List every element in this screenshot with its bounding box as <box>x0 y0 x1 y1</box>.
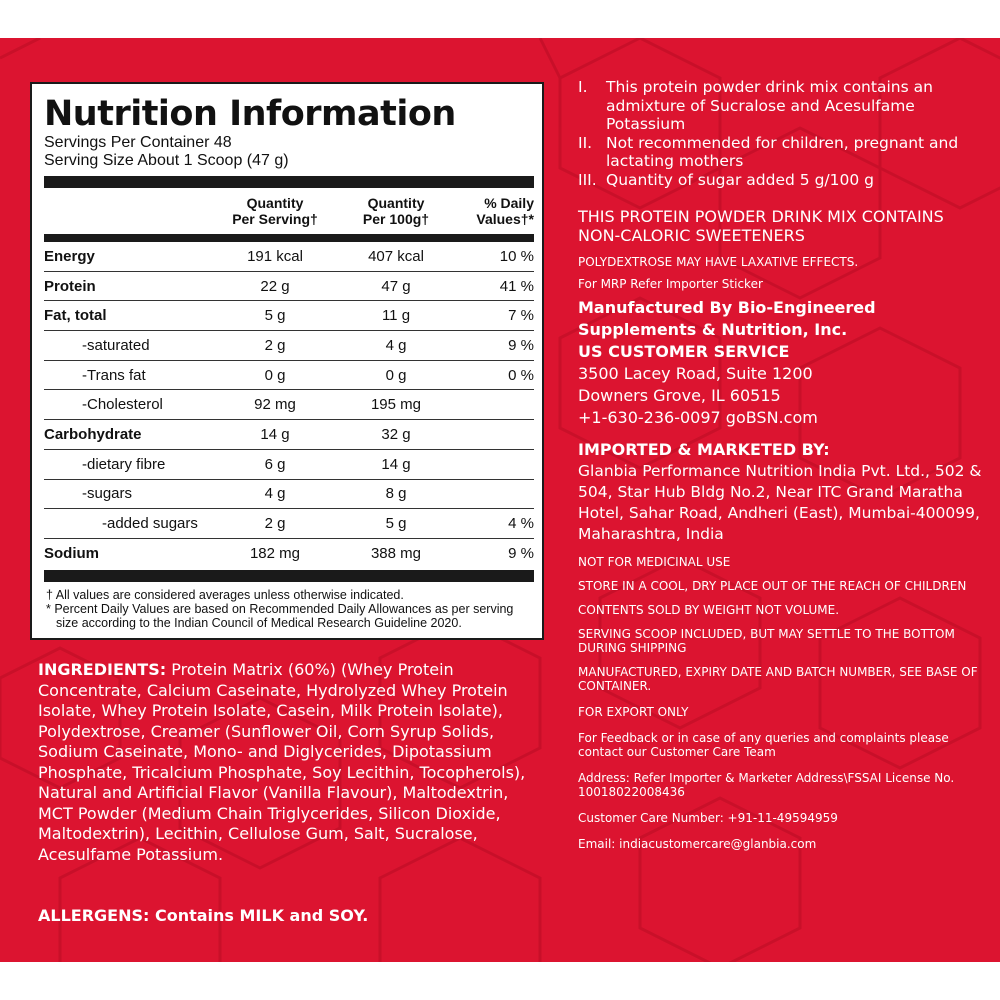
importer-address: Glanbia Performance Nutrition India Pvt. Ltd., 502 & 504, Star Hub Bldg No.2, Near ITC Grand Maratha Hotel, Sahar Road, Andheri (East), Mumbai-400099, Maharashtra, India <box>578 462 982 543</box>
footnote-averages: † All values are considered averages unless otherwise indicated. <box>46 587 404 602</box>
header-per-100g: Quantity Per 100g† <box>362 195 430 227</box>
info-line: SERVING SCOOP INCLUDED, BUT MAY SETTLE TO THE BOTTOM DURING SHIPPING <box>578 627 955 655</box>
fssai-address: Address: Refer Importer & Marketer Address\FSSAI License No. 10018022008436 <box>578 771 955 799</box>
table-row: -Cholesterol 92 mg 195 mg <box>44 390 534 420</box>
manufacturer-heading: Manufactured By Bio-Engineered Supplements & Nutrition, Inc. <box>578 298 876 339</box>
manufacturer-contact: +1-630-236-0097 goBSN.com <box>578 408 818 427</box>
ingredients-text: Protein Matrix (60%) (Whey Protein Concentrate, Calcium Caseinate, Hydrolyzed Whey Protein Isolate, Whey Protein Isolate, Casein, Milk Protein Isolate), Polydextrose, Creamer (Sunflower Oil, Corn Syrup Solids, Sodium Caseinate, Mono- and Diglycerides, Dipotassium Phosphate, Tricalcium Phosphate, Soy Lecithin, Tocopherols), Natural and Artificial Flavor (Vanilla Flavour), Maltodextrin, MCT Powder (Medium Chain Triglycerides, Silicon Dioxide, Maltodextrin), Lecithin, Cellulose Gum, Salt, Sucralose, Acesulfame Potassium. <box>38 660 526 864</box>
divider-thick-bottom <box>44 570 534 582</box>
allergens-statement: ALLERGENS: Contains MILK and SOY. <box>38 906 369 925</box>
info-line: STORE IN A COOL, DRY PLACE OUT OF THE REACH OF CHILDREN <box>578 579 967 593</box>
customer-care-number: Customer Care Number: +91-11-49594959 <box>578 811 838 825</box>
info-line: CONTENTS SOLD BY WEIGHT NOT VOLUME. <box>578 603 840 617</box>
table-row: Fat, total 5 g 11 g 7 % <box>44 301 534 331</box>
list-item: I. This protein powder drink mix contains an admixture of Sucralose and Acesulfame Potassium <box>578 78 933 133</box>
table-row: -sugars 4 g 8 g <box>44 480 534 510</box>
serving-size: Serving Size About 1 Scoop (47 g) <box>44 152 289 169</box>
servings-per-container: Servings Per Container 48 <box>44 134 232 151</box>
export-notice: FOR EXPORT ONLY <box>578 705 689 719</box>
table-row: -saturated 2 g 4 g 9 % <box>44 331 534 361</box>
customer-care-email: Email: indiacustomercare@glanbia.com <box>578 837 817 851</box>
list-item: II. Not recommended for children, pregnant and lactating mothers <box>578 133 959 170</box>
table-row: -added sugars 2 g 5 g 4 % <box>44 509 534 539</box>
nutrition-rows <box>44 242 534 568</box>
table-header <box>44 188 534 234</box>
ingredients-label: INGREDIENTS: <box>38 660 167 679</box>
nutrition-title: Nutrition Information <box>44 94 456 134</box>
sweetener-notice: THIS PROTEIN POWDER DRINK MIX CONTAINS NON-CALORIC SWEETENERS <box>578 207 944 245</box>
ingredients-block <box>38 660 538 865</box>
customer-service-heading: US CUSTOMER SERVICE <box>578 342 790 361</box>
laxative-warning: POLYDEXTROSE MAY HAVE LAXATIVE EFFECTS. <box>578 255 859 269</box>
table-row: -Trans fat 0 g 0 g 0 % <box>44 361 534 391</box>
table-row: Protein 22 g 47 g 41 % <box>44 272 534 302</box>
nutrition-facts-box <box>30 82 544 640</box>
list-item: III. Quantity of sugar added 5 g/100 g <box>578 170 874 189</box>
table-row: Carbohydrate 14 g 32 g <box>44 420 534 450</box>
header-daily-values: % Daily Values†* <box>476 195 534 227</box>
table-row: -dietary fibre 6 g 14 g <box>44 450 534 480</box>
mrp-note: For MRP Refer Importer Sticker <box>578 277 763 291</box>
divider-medium <box>44 234 534 242</box>
footnote-daily-values: * Percent Daily Values are based on Recommended Daily Allowances as per serving size according to the Indian Council of Medical Research Guideline 2020. <box>46 601 514 630</box>
header-per-serving: Quantity Per Serving† <box>232 195 318 227</box>
table-row: Sodium 182 mg 388 mg 9 % <box>44 544 534 562</box>
table-row: Energy 191 kcal 407 kcal 10 % <box>44 242 534 272</box>
notes-list <box>578 78 988 189</box>
manufacturer-address-1: 3500 Lacey Road, Suite 1200 <box>578 364 813 383</box>
nutrition-footnotes <box>44 588 534 630</box>
info-line: MANUFACTURED, EXPIRY DATE AND BATCH NUMBER, SEE BASE OF CONTAINER. <box>578 665 978 693</box>
feedback-note: For Feedback or in case of any queries and complaints please contact our Customer Care Team <box>578 731 949 759</box>
importer-heading: IMPORTED & MARKETED BY: <box>578 440 830 459</box>
right-column <box>578 78 988 851</box>
manufacturer-address-2: Downers Grove, IL 60515 <box>578 386 781 405</box>
divider-thick <box>44 176 534 188</box>
info-line: NOT FOR MEDICINAL USE <box>578 555 731 569</box>
